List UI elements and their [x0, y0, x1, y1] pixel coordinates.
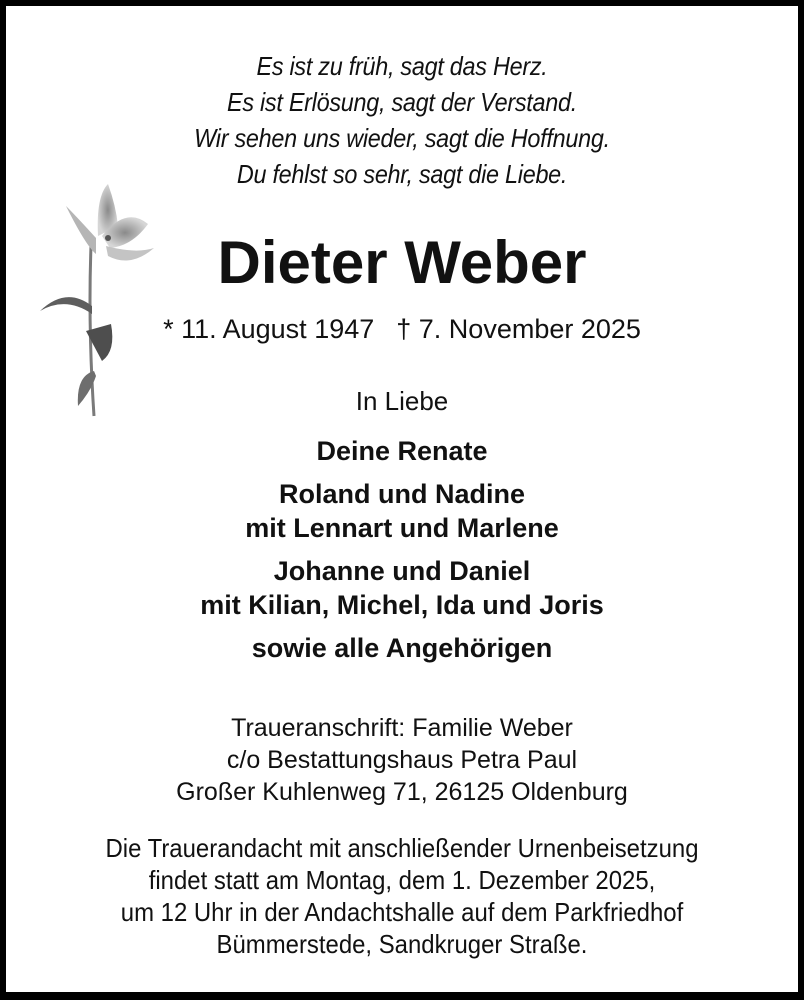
poem-line: Es ist zu früh, sagt das Herz. — [256, 51, 548, 81]
mourner-group — [6, 631, 798, 665]
ceremony-line: Bümmerstede, Sandkruger Straße. — [216, 929, 588, 959]
mourner-group — [6, 434, 798, 468]
life-dates — [6, 312, 798, 346]
address-line: Traueranschrift: Familie Weber — [231, 714, 573, 742]
mourner-line: mit Kilian, Michel, Ida und Joris — [200, 590, 604, 620]
ceremony-line: um 12 Uhr in der Andachtshalle auf dem Parkfriedhof — [120, 897, 684, 927]
poem — [6, 48, 798, 192]
mourner-line: sowie alle Angehörigen — [251, 633, 553, 663]
mourner-line: Roland und Nadine — [279, 479, 525, 509]
ceremony-info — [6, 832, 798, 960]
poem-line: Wir sehen uns wieder, sagt die Hoffnung. — [194, 123, 610, 153]
in-love-heading: In Liebe — [355, 386, 449, 416]
deceased-name: Dieter Weber — [217, 229, 587, 296]
address-line: Großer Kuhlenweg 71, 26125 Oldenburg — [176, 778, 628, 806]
ceremony-line: Die Trauerandacht mit anschließender Urnenbeisetzung — [105, 833, 699, 863]
mourners-list — [6, 434, 798, 674]
obituary-notice — [6, 6, 798, 992]
mourner-group — [6, 554, 798, 622]
death-date: † 7. November 2025 — [396, 314, 641, 344]
mourner-line: Deine Renate — [316, 436, 488, 466]
mourning-address — [6, 712, 798, 808]
address-line: c/o Bestattungshaus Petra Paul — [226, 746, 578, 774]
poem-line: Du fehlst so sehr, sagt die Liebe. — [236, 159, 568, 189]
birth-date: * 11. August 1947 — [163, 314, 375, 344]
mourner-group — [6, 477, 798, 545]
ceremony-line: findet statt am Montag, dem 1. Dezember 2025, — [148, 865, 656, 895]
poem-line: Es ist Erlösung, sagt der Verstand. — [227, 87, 577, 117]
mourner-line: Johanne und Daniel — [273, 556, 531, 586]
mourner-line: mit Lennart und Marlene — [245, 513, 559, 543]
